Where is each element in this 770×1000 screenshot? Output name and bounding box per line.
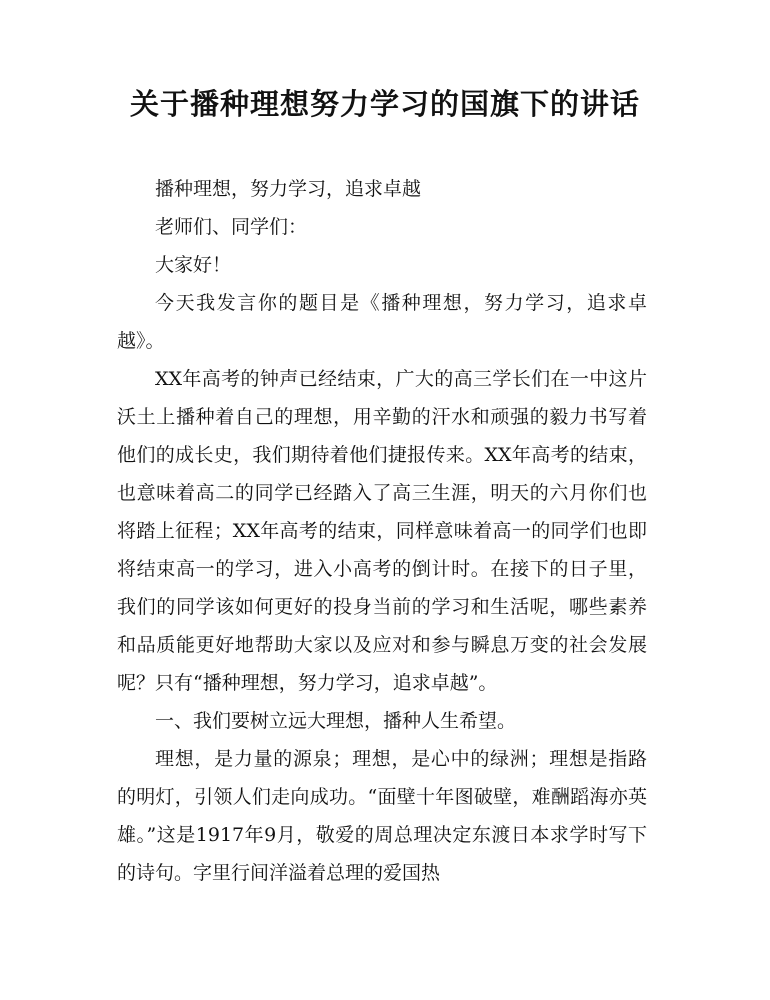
paragraph-section-heading: 一、我们要树立远大理想，播种人生希望。: [155, 710, 517, 732]
document-body: [117, 170, 647, 892]
paragraph-greeting: 大家好！: [155, 254, 232, 276]
paragraph-subtitle: 播种理想，努力学习，追求卓越: [155, 178, 422, 200]
paragraph-topic: 今天我发言你的题目是《播种理想，努力学习，追求卓越》。: [117, 292, 647, 352]
paragraph-ideals: 理想，是力量的源泉；理想，是心中的绿洲；理想是指路的明灯，引领人们走向成功。“面壁十年图破壁，难酬蹈海亦英雄。”这是1917年9月，敬爱的周总理决定东渡日本求学时写下的诗句。字里行间洋溢着总理的爱国热: [117, 748, 647, 884]
paragraph-salutation: 老师们、同学们：: [155, 216, 308, 238]
paragraph-main: XX年高考的钟声已经结束，广大的高三学长们在一中这片沃土上播种着自己的理想，用辛勤的汗水和顽强的毅力书写着他们的成长史，我们期待着他们捷报传来。XX年高考的结束，也意味着高二的同学已经踏入了高三生涯，明天的六月你们也将踏上征程；XX年高考的结束，同样意味着高一的同学们也即将结束高一的学习，进入小高考的倒计时。在接下的日子里，我们的同学该如何更好的投身当前的学习和生活呢，哪些素养和品质能更好地帮助大家以及应对和参与瞬息万变的社会发展呢？只有“播种理想，努力学习，追求卓越”。: [117, 368, 647, 694]
document-title: 关于播种理想努力学习的国旗下的讲话: [129, 87, 640, 121]
